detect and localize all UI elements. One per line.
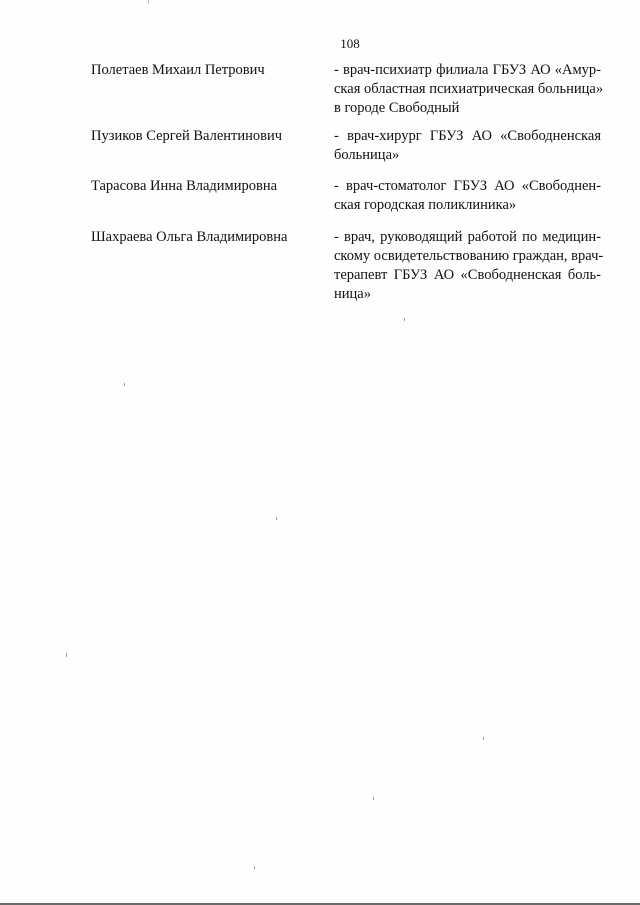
position-line: - врач-стоматолог ГБУЗ АО «Свободнен- (334, 178, 601, 194)
person-position (334, 127, 601, 165)
person-position (334, 61, 604, 118)
position-line: - врач, руководящий работой по медицин- (334, 229, 601, 245)
scan-artifact (254, 866, 255, 869)
scan-artifact (404, 318, 405, 321)
position-line: ская городская поликлиника» (334, 197, 517, 213)
person-name: Полетаев Михаил Петрович (91, 62, 265, 78)
scan-artifact (276, 517, 277, 520)
scan-artifact (124, 383, 125, 386)
position-line: в городе Свободный (334, 100, 460, 116)
scan-artifact (148, 0, 149, 4)
scan-artifact (66, 653, 67, 657)
person-name: Тарасова Инна Владимировна (91, 178, 278, 194)
person-position (334, 177, 601, 215)
position-line: терапевт ГБУЗ АО «Свободненская боль- (334, 267, 601, 283)
person-name: Пузиков Сергей Валентинович (91, 128, 283, 144)
position-line: ница» (334, 286, 371, 302)
position-line: - врач-хирург ГБУЗ АО «Свободненская (334, 128, 601, 144)
person-position (334, 228, 604, 304)
scan-artifact (373, 797, 374, 800)
position-line: скому освидетельствованию граждан, врач- (334, 248, 604, 264)
page-number: 108 (340, 36, 360, 51)
position-line: ская областная психиатрическая больница» (334, 81, 604, 97)
position-line: больница» (334, 147, 400, 163)
scan-artifact (483, 737, 484, 740)
person-name: Шахраева Ольга Владимировна (91, 229, 288, 245)
position-line: - врач-психиатр филиала ГБУЗ АО «Амур- (334, 62, 601, 78)
